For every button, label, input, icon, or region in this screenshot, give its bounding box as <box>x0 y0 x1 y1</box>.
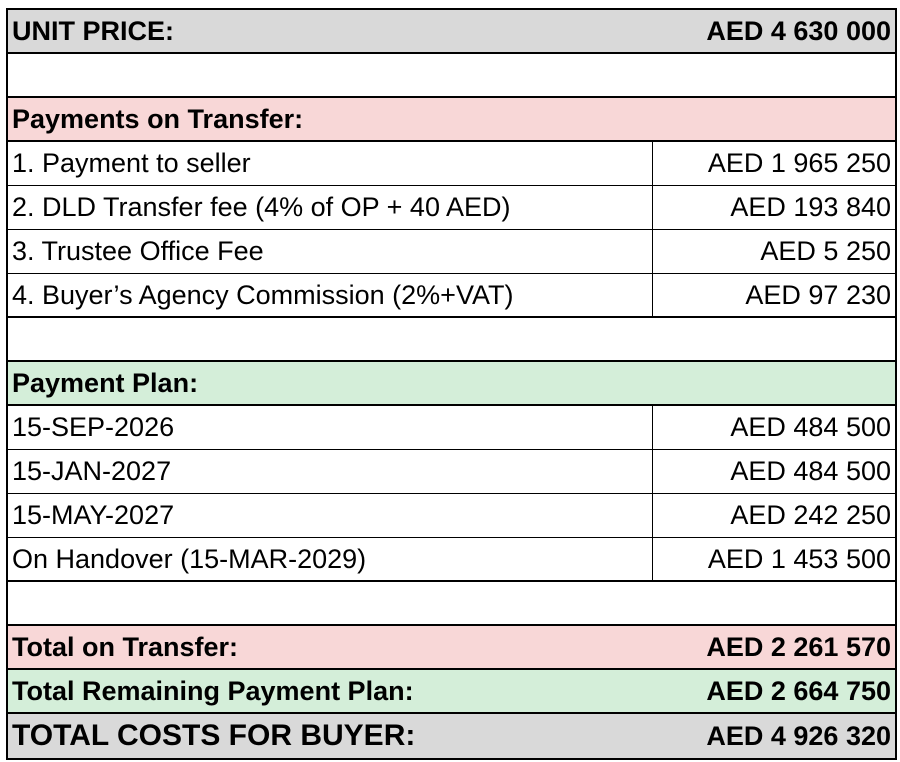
transfer-item-label: 3. Trustee Office Fee <box>8 230 653 273</box>
plan-item-row <box>8 538 895 582</box>
plan-item-amount: AED 484 500 <box>730 456 891 486</box>
unit-price-label: UNIT PRICE: <box>12 15 174 46</box>
transfer-heading: Payments on Transfer: <box>12 103 304 134</box>
plan-item-label: On Handover (15-MAR-2029) <box>8 538 653 580</box>
total-transfer-row <box>8 626 895 670</box>
transfer-item-label: 4. Buyer’s Agency Commission (2%+VAT) <box>8 274 653 316</box>
plan-item-label: 15-SEP-2026 <box>8 406 653 449</box>
transfer-item-label: 1. Payment to seller <box>8 142 653 185</box>
unit-price-row <box>8 10 895 54</box>
total-transfer-label: Total on Transfer: <box>12 631 239 662</box>
total-plan-label: Total Remaining Payment Plan: <box>12 675 414 706</box>
transfer-item-amount: AED 193 840 <box>730 192 891 222</box>
total-plan-row <box>8 670 895 714</box>
plan-item-row <box>8 494 895 538</box>
plan-item-amount: AED 242 250 <box>730 500 891 530</box>
unit-price-amount: AED 4 630 000 <box>706 15 891 46</box>
total-buyer-label: TOTAL COSTS FOR BUYER: <box>12 719 416 752</box>
transfer-heading-row <box>8 98 895 142</box>
total-transfer-amount: AED 2 261 570 <box>706 631 891 662</box>
transfer-item-amount: AED 1 965 250 <box>707 148 891 178</box>
plan-item-label: 15-JAN-2027 <box>8 450 653 493</box>
spacer-row <box>8 318 895 362</box>
transfer-item-row <box>8 274 895 318</box>
total-buyer-amount: AED 4 926 320 <box>706 720 891 751</box>
plan-item-row <box>8 406 895 450</box>
transfer-item-label: 2. DLD Transfer fee (4% of OP + 40 AED) <box>8 186 653 229</box>
plan-item-amount: AED 484 500 <box>730 412 891 442</box>
transfer-item-amount: AED 97 230 <box>745 279 891 310</box>
plan-item-label: 15-MAY-2027 <box>8 494 653 537</box>
plan-item-amount: AED 1 453 500 <box>707 543 891 574</box>
plan-item-row <box>8 450 895 494</box>
plan-heading-row <box>8 362 895 406</box>
transfer-item-row <box>8 142 895 186</box>
total-plan-amount: AED 2 664 750 <box>706 675 891 706</box>
transfer-item-row <box>8 186 895 230</box>
spacer-row <box>8 54 895 98</box>
plan-heading: Payment Plan: <box>12 367 199 398</box>
transfer-item-row <box>8 230 895 274</box>
cost-breakdown-table <box>6 8 897 760</box>
total-buyer-row <box>8 714 895 760</box>
spacer-row <box>8 582 895 626</box>
transfer-item-amount: AED 5 250 <box>760 236 891 266</box>
